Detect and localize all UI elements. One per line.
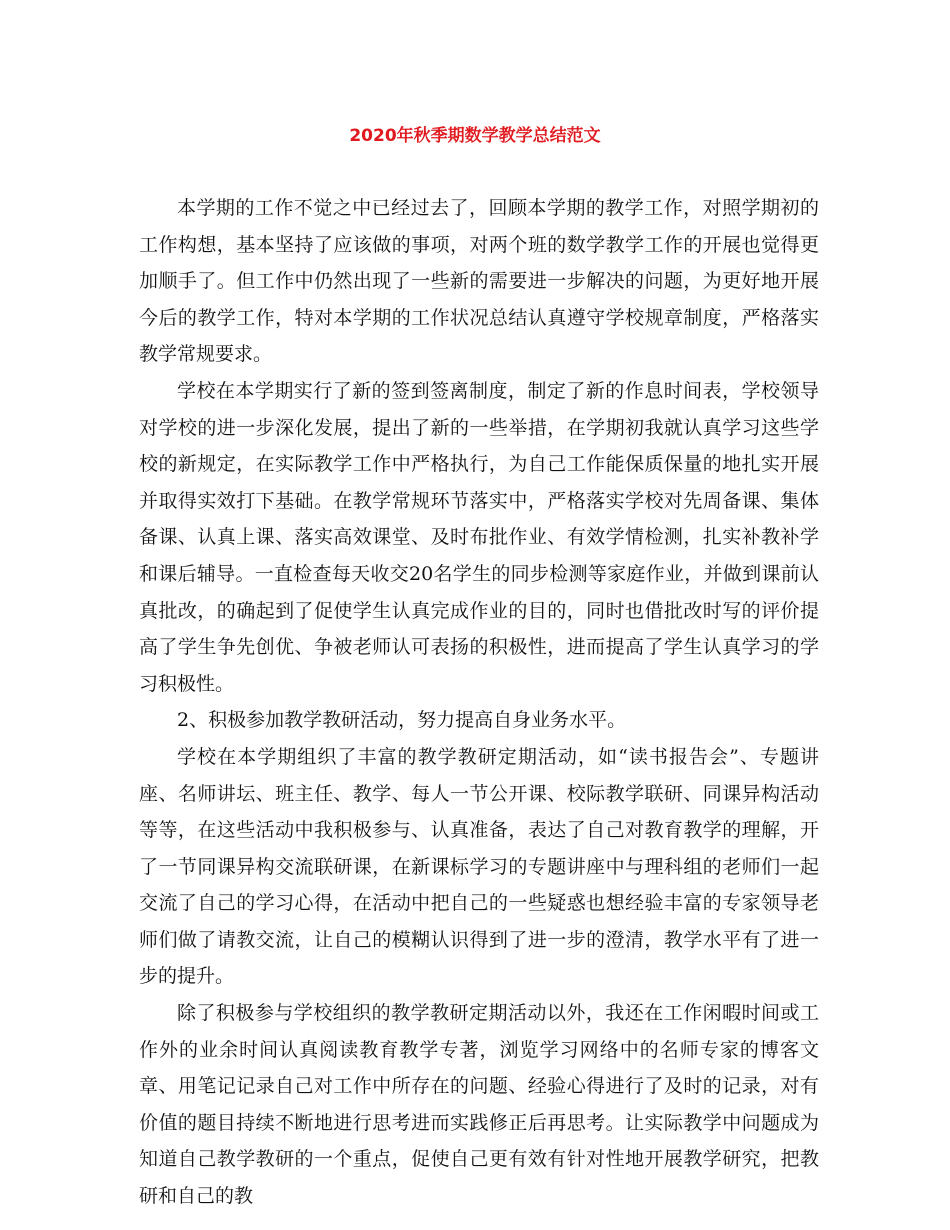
paragraph-self-study: 除了积极参与学校组织的教学教研定期活动以外，我还在工作闲暇时间或工作外的业余时间认真阅读教育教学专著，浏览学习网络中的名师专家的博客文章、用笔记记录自己对工作中所存在的问题、经验心得进行了及时的记录，对有价值的题目持续不断地进行思考进而实践修正后再思考。让实际教学中问题成为知道自己教学教研的一个重点，促使自己更有效有针对性地开展教学研究，把教研和自己的教 [139,1002,819,1208]
document-title: 2020年秋季期数学教学总结范文 [349,126,601,146]
document-body [139,190,819,1215]
paragraph-intro: 本学期的工作不觉之中已经过去了，回顾本学期的教学工作，对照学期初的工作构想，基本坚持了应该做的事项，对两个班的数学教学工作的开展也觉得更加顺手了。但工作中仍然出现了一些新的需要进一步解决的问题，为更好地开展今后的教学工作，特对本学期的工作状况总结认真遵守学校规章制度，严格落实教学常规要求。 [139,197,819,366]
paragraph-heading-2: 2、积极参加教学教研活动，努力提高自身业务水平。 [177,709,627,732]
paragraph-activities: 学校在本学期组织了丰富的教学教研定期活动，如“读书报告会”、专题讲座、名师讲坛、班主任、教学、每人一节公开课、校际教学联研、同课异构活动等等，在这些活动中我积极参与、认真准备，表达了自己对教育教学的理解，开了一节同课异构交流联研课，在新课标学习的专题讲座中与理科组的老师们一起交流了自己的学习心得，在活动中把自己的一些疑惑也想经验丰富的专家领导老师们做了请教交流，让自己的模糊认识得到了进一步的澄清，教学水平有了进一步的提升。 [139,745,819,988]
paragraph-regulations: 学校在本学期实行了新的签到签离制度，制定了新的作息时间表，学校领导对学校的进一步深化发展，提出了新的一些举措，在学期初我就认真学习这些学校的新规定，在实际教学工作中严格执行，为自己工作能保质保量的地扎实开展并取得实效打下基础。在教学常规环节落实中，严格落实学校对先周备课、集体备课、认真上课、落实高效课堂、及时布批作业、有效学情检测，扎实补教补学和课后辅导。一直检查每天收交20名学生的同步检测等家庭作业，并做到课前认真批改，的确起到了促使学生认真完成作业的目的，同时也借批改时写的评价提高了学生争先创优、争被老师认可表扬的积极性，进而提高了学生认真学习的学习积极性。 [139,379,819,695]
